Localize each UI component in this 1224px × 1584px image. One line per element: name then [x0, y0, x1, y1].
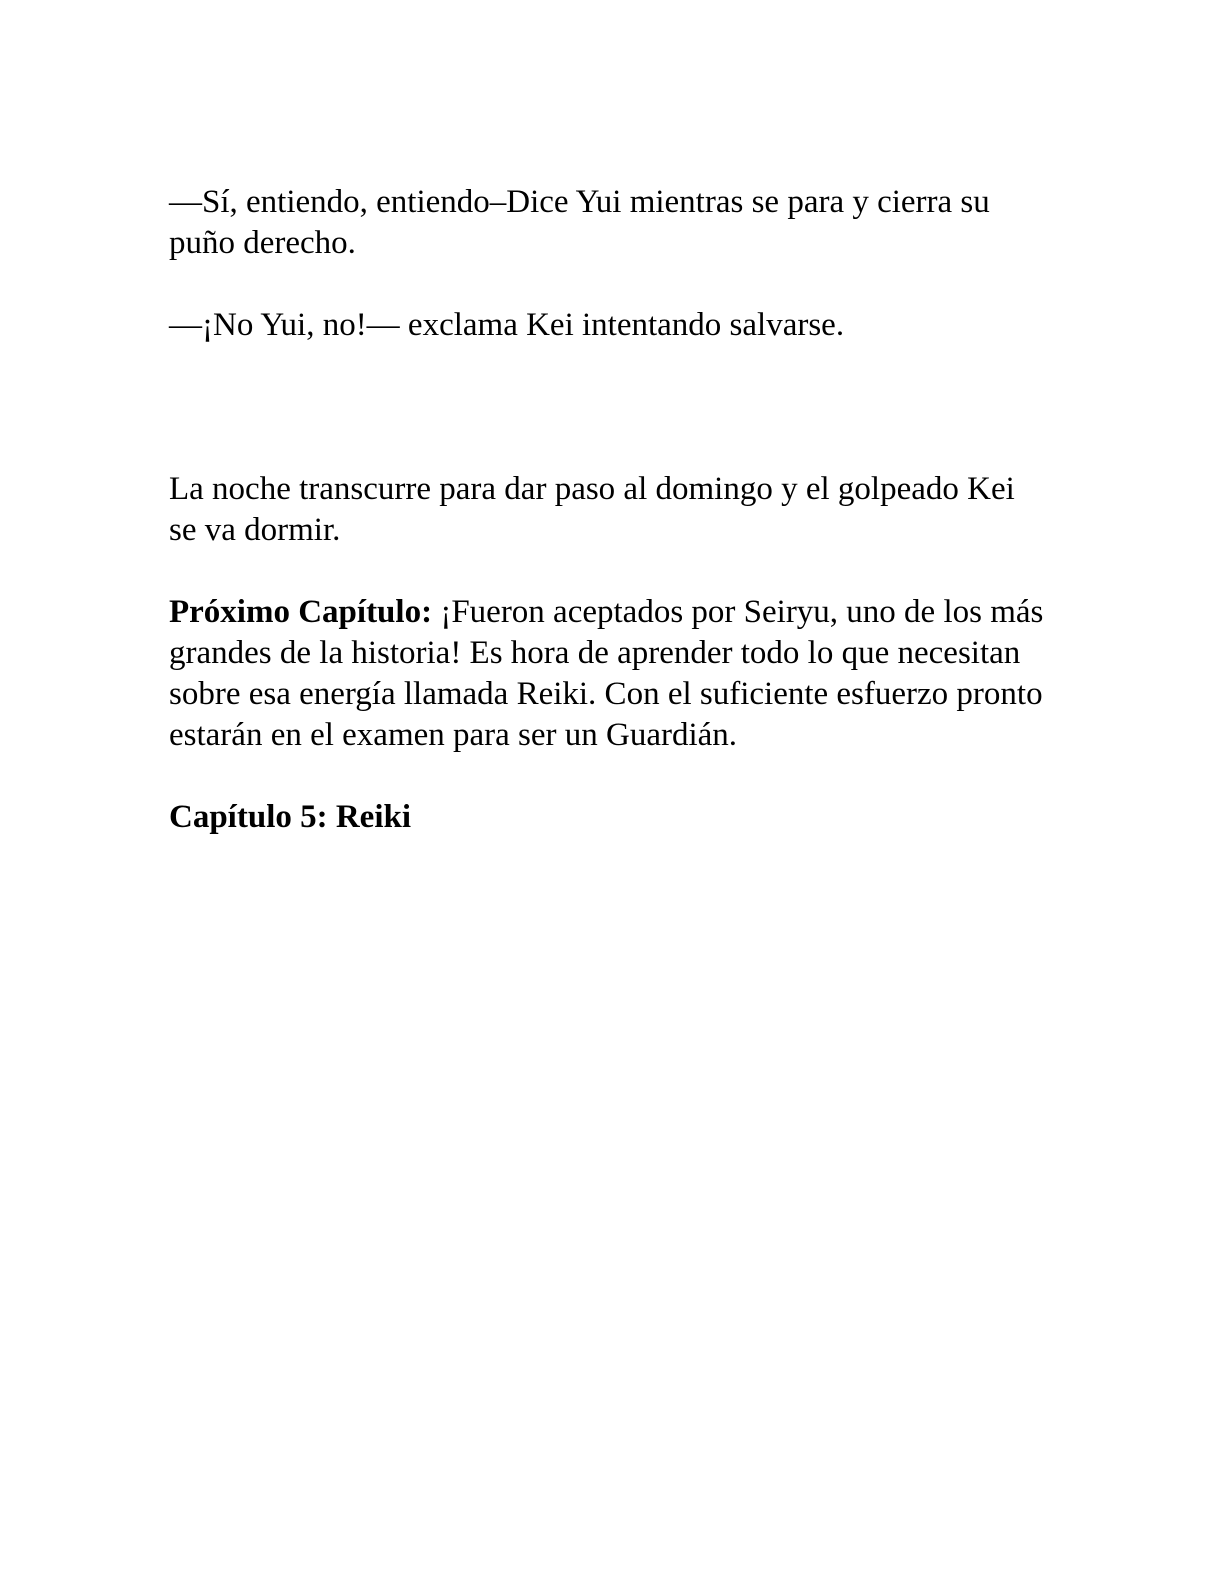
paragraph-dialogue-yui: —Sí, entiendo, entiendo–Dice Yui mientras se para y cierra su puño derecho. [169, 184, 990, 261]
paragraph-gap [169, 264, 1049, 305]
paragraph-narration: La noche transcurre para dar paso al domingo y el golpeado Kei se va dormir. [169, 471, 1015, 548]
paragraph-gap [169, 756, 1049, 797]
document-page [169, 182, 1049, 838]
next-chapter-label: Próximo Capítulo: [169, 594, 433, 630]
paragraph-next-chapter [169, 592, 1049, 756]
paragraph-dialogue-kei: —¡No Yui, no!— exclama Kei intentando salvarse. [169, 307, 845, 343]
paragraph-gap [169, 551, 1049, 592]
section-gap [169, 346, 1049, 469]
chapter-heading: Capítulo 5: Reiki [169, 799, 412, 835]
next-chapter-text: ¡Fueron aceptados por Seiryu, uno de los más grandes de la historia! Es hora de aprender todo lo que necesitan sobre esa energía llamada Reiki. Con el suficiente esfuerzo pronto estarán en el examen para ser un Guardián. [169, 594, 1044, 753]
